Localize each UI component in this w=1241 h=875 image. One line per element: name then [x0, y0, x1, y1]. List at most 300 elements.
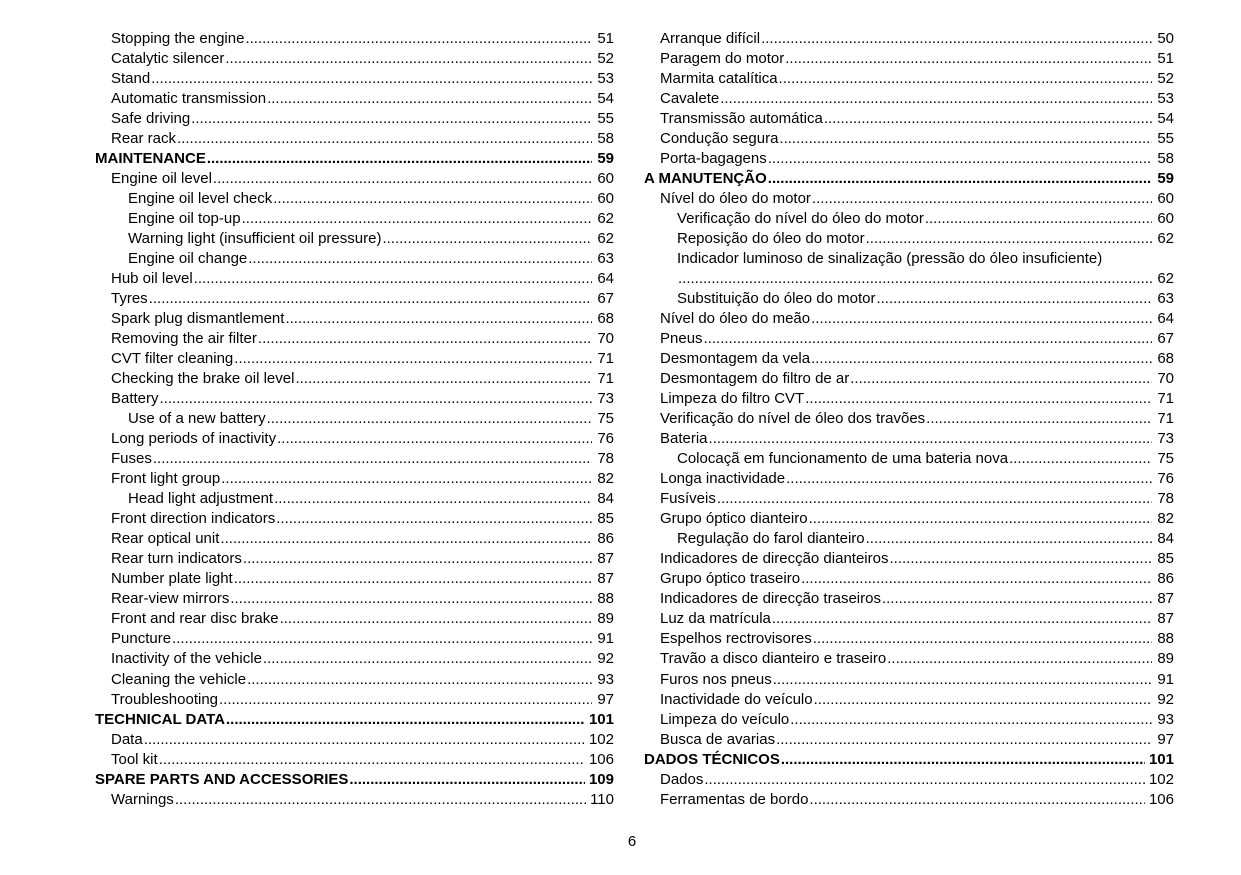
toc-entry-page: 73: [1157, 430, 1174, 448]
toc-entry-data[interactable]: [95, 730, 614, 750]
dot-leader: [149, 289, 592, 309]
toc-entry-title: Rear optical unit: [111, 530, 220, 548]
toc-entry-furos-nos-pneus[interactable]: [644, 670, 1174, 690]
toc-section-dados-tecnicos[interactable]: [644, 750, 1174, 770]
toc-entry-title: Removing the air filter: [111, 330, 257, 348]
toc-entry-head-light-adjustment[interactable]: [95, 489, 614, 509]
dot-leader: [248, 249, 592, 269]
toc-entry-limpeza-do-veiculo[interactable]: [644, 710, 1174, 730]
toc-section-title: TECHNICAL DATA: [95, 710, 225, 728]
toc-entry-page: 53: [597, 70, 614, 88]
dot-leader: [160, 389, 592, 409]
toc-entry-page: 60: [1157, 210, 1174, 228]
toc-entry-page: 52: [597, 50, 614, 68]
toc-entry-title: Busca de avarias: [660, 730, 776, 748]
toc-entry-verificacao-do-nivel-de-oleo-dos-travoes[interactable]: [644, 409, 1174, 429]
toc-entry-page: 63: [1157, 290, 1174, 308]
toc-entry-grupo-optico-traseiro[interactable]: [644, 569, 1174, 589]
dot-leader: [811, 349, 1152, 369]
toc-entry-engine-oil-top-up[interactable]: [95, 209, 614, 229]
toc-entry-tool-kit[interactable]: [95, 750, 614, 770]
toc-entry-page: 59: [1157, 170, 1174, 188]
toc-entry-paragem-do-motor[interactable]: [644, 49, 1174, 69]
toc-entry-busca-de-avarias[interactable]: [644, 730, 1174, 750]
dot-leader: [925, 209, 1152, 229]
toc-entry-title: Warnings: [111, 790, 174, 808]
toc-entry-page: 51: [597, 30, 614, 47]
dot-leader: [772, 609, 1152, 629]
toc-entry-troubleshooting[interactable]: [95, 690, 614, 710]
dot-leader: [219, 690, 592, 710]
toc-entry-transmissao-automatica[interactable]: [644, 109, 1174, 129]
toc-entry-title: Spark plug dismantlement: [111, 310, 285, 328]
toc-entry-page: 86: [1157, 570, 1174, 588]
dot-leader: [717, 489, 1152, 509]
toc-entry-indicador-luminoso-de-sinalizacao-pressao-do-oleo-insuficiente[interactable]: [644, 249, 1174, 269]
toc-section-spare-parts-and-accessories[interactable]: [95, 770, 614, 790]
dot-leader: [225, 49, 592, 69]
toc-entry-page: 85: [1157, 550, 1174, 568]
toc-entry-title: Dados: [660, 770, 704, 788]
toc-entry-title: Desmontagem do filtro de ar: [660, 370, 850, 388]
dot-leader: [889, 549, 1152, 569]
toc-entry-page: 60: [597, 190, 614, 208]
toc-entry-title: Puncture: [111, 630, 172, 648]
toc-entry-page: 102: [588, 730, 614, 748]
toc-entry-page: 53: [1157, 90, 1174, 108]
toc-entry-page: 76: [1157, 470, 1174, 488]
toc-entry-page: 50: [1157, 30, 1174, 47]
toc-entry-hub-oil-level[interactable]: [95, 269, 614, 289]
toc-entry-title: Grupo óptico traseiro: [660, 570, 801, 588]
dot-leader: [926, 409, 1152, 429]
toc-entry-title: Furos nos pneus: [660, 670, 772, 688]
dot-leader: [720, 89, 1152, 109]
dot-leader: [704, 770, 1145, 790]
toc-entry-removing-the-air-filter[interactable]: [95, 329, 614, 349]
toc-entry-page: 86: [597, 530, 614, 548]
toc-entry-stopping-the-engine[interactable]: [95, 29, 614, 49]
dot-leader: [267, 409, 592, 429]
toc-entry-engine-oil-level[interactable]: [95, 169, 614, 189]
toc-entry-page: 101: [1148, 750, 1174, 768]
toc-entry-page: 88: [597, 590, 614, 608]
toc-entry-porta-bagagens[interactable]: [644, 149, 1174, 169]
dot-leader: [159, 750, 585, 770]
page-number: 6: [627, 833, 637, 850]
dot-leader: [709, 429, 1152, 449]
toc-entry-page: 106: [1148, 790, 1174, 808]
toc-entry-espelhos-rectrovisores[interactable]: [644, 629, 1174, 649]
toc-entry-title: Rear turn indicators: [111, 550, 242, 568]
toc-entry-page: 109: [588, 770, 614, 788]
toc-entry-cvt-filter-cleaning[interactable]: [95, 349, 614, 369]
toc-entry-title: Luz da matrícula: [660, 610, 771, 628]
toc-entry-page: 87: [597, 570, 614, 588]
toc-entry-page: 63: [597, 250, 614, 268]
toc-entry-number-plate-light[interactable]: [95, 569, 614, 589]
toc-entry-page: 70: [1157, 370, 1174, 388]
toc-entry-title: Indicador luminoso de sinalização (pressão do óleo insuficiente): [677, 250, 1103, 268]
toc-entry-cleaning-the-vehicle[interactable]: [95, 670, 614, 690]
toc-entry-page: 64: [597, 270, 614, 288]
toc-entry-title: Pneus: [660, 330, 703, 348]
toc-entry-battery[interactable]: [95, 389, 614, 409]
toc-entry-title: Use of a new battery: [128, 410, 266, 428]
toc-entry-title: Number plate light: [111, 570, 233, 588]
toc-entry-indicadores-de-direccao-dianteiros[interactable]: [644, 549, 1174, 569]
toc-entry-title: Reposição do óleo do motor: [677, 230, 865, 248]
toc-entry-title: Stopping the engine: [111, 30, 245, 47]
toc-entry-page: 92: [597, 650, 614, 668]
toc-entry-title: Tool kit: [111, 750, 158, 768]
toc-entry-front-direction-indicators[interactable]: [95, 509, 614, 529]
toc-entry-title: Nível do óleo do motor: [660, 190, 811, 208]
toc-entry-title: Stand: [111, 70, 151, 88]
toc-entry-title: Arranque difícil: [660, 30, 761, 47]
toc-entry-regulacao-do-farol-dianteiro[interactable]: [644, 529, 1174, 549]
toc-entry-page: 62: [597, 210, 614, 228]
dot-leader: [790, 710, 1152, 730]
dot-leader: [263, 649, 592, 669]
dot-leader: [258, 329, 592, 349]
toc-entry-title: Verificação do nível do óleo do motor: [677, 210, 924, 228]
toc-entry-title: Engine oil level: [111, 170, 212, 188]
dot-leader: [876, 289, 1152, 309]
toc-entry-page: 67: [597, 290, 614, 308]
toc-entry-title: Rear-view mirrors: [111, 590, 230, 608]
toc-entry-page: 92: [1157, 690, 1174, 708]
toc-entry-title: Front and rear disc brake: [111, 610, 279, 628]
toc-entry-page: 106: [588, 750, 614, 768]
toc-entry-page: 75: [597, 410, 614, 428]
dot-leader: [191, 109, 592, 129]
toc-entry-cavalete[interactable]: [644, 89, 1174, 109]
toc-entry-inactividade-do-veiculo[interactable]: [644, 690, 1174, 710]
toc-entry-ferramentas-de-bordo[interactable]: [644, 790, 1174, 810]
toc-entry-front-light-group[interactable]: [95, 469, 614, 489]
toc-entry-title: Catalytic silencer: [111, 50, 225, 68]
toc-entry-rear-turn-indicators[interactable]: [95, 549, 614, 569]
toc-entry-page: 71: [597, 370, 614, 388]
toc-entry-page: 97: [1157, 730, 1174, 748]
toc-entry-title: Checking the brake oil level: [111, 370, 295, 388]
toc-entry-page: 68: [1157, 350, 1174, 368]
toc-entry-title: Desmontagem da vela: [660, 350, 811, 368]
dot-leader: [274, 489, 592, 509]
toc-entry-title: Front light group: [111, 470, 221, 488]
toc-entry-title: Automatic transmission: [111, 90, 267, 108]
toc-entry-page: 59: [597, 150, 614, 168]
toc-entry-title: Long periods of inactivity: [111, 430, 277, 448]
dot-leader: [242, 209, 592, 229]
dot-leader: [773, 670, 1152, 690]
toc-entry-page: 54: [1157, 110, 1174, 128]
toc-entry-title: Travão a disco dianteiro e traseiro: [660, 650, 887, 668]
dot-leader: [285, 309, 592, 329]
toc-entry-page: 78: [1157, 490, 1174, 508]
toc-entry-page: 82: [1157, 510, 1174, 528]
toc-entry-page: 60: [1157, 190, 1174, 208]
dot-leader: [768, 169, 1152, 189]
toc-entry-travao-a-disco-dianteiro-e-traseiro[interactable]: [644, 649, 1174, 669]
dot-leader: [172, 629, 592, 649]
toc-entry-title: Limpeza do filtro CVT: [660, 390, 805, 408]
toc-entry-bateria[interactable]: [644, 429, 1174, 449]
toc-entry-page: 78: [597, 450, 614, 468]
dot-leader: [801, 569, 1152, 589]
toc-entry-title: Front direction indicators: [111, 510, 276, 528]
toc-entry-page: 87: [1157, 610, 1174, 628]
toc-entry-catalytic-silencer[interactable]: [95, 49, 614, 69]
dot-leader: [226, 710, 585, 730]
toc-entry-title: Fuses: [111, 450, 152, 468]
toc-entry-colocaca-em-funcionamento-de-uma-bateria-nova[interactable]: [644, 449, 1174, 469]
toc-entry-page: 91: [1157, 670, 1174, 688]
toc-entry-luz-da-matricula[interactable]: [644, 609, 1174, 629]
toc-entry-title: Colocaçã em funcionamento de uma bateria nova: [677, 450, 1009, 468]
toc-entry-page: 73: [597, 390, 614, 408]
toc-entry-tyres[interactable]: [95, 289, 614, 309]
toc-entry-page: 87: [1157, 590, 1174, 608]
toc-entry-substituicao-do-oleo-do-motor[interactable]: [644, 289, 1174, 309]
toc-entry-page: 102: [1148, 770, 1174, 788]
toc-entry-engine-oil-level-check[interactable]: [95, 189, 614, 209]
dot-leader: [295, 369, 592, 389]
toc-entry-verificacao-do-nivel-do-oleo-do-motor[interactable]: [644, 209, 1174, 229]
dot-leader: [785, 49, 1152, 69]
toc-entry-page: 71: [1157, 390, 1174, 408]
toc-entry-rear-rack[interactable]: [95, 129, 614, 149]
toc-entry-title: Troubleshooting: [111, 690, 219, 708]
toc-entry-indicadores-de-direccao-traseiros[interactable]: [644, 589, 1174, 609]
dot-leader: [809, 790, 1145, 810]
toc-entry-page: 71: [1157, 410, 1174, 428]
toc-entry-title: Indicadores de direcção dianteiros: [660, 550, 889, 568]
toc-entry-page: 91: [597, 630, 614, 648]
toc-entry-page: 60: [597, 170, 614, 188]
toc-entry-title: Substituição do óleo do motor: [677, 290, 876, 308]
toc-entry-rear-view-mirrors[interactable]: [95, 589, 614, 609]
toc-entry-inactivity-of-the-vehicle[interactable]: [95, 649, 614, 669]
toc-entry-page: 97: [597, 690, 614, 708]
toc-entry-title: Espelhos rectrovisores: [660, 630, 812, 648]
dot-leader: [882, 589, 1152, 609]
toc-entry-page: 67: [1157, 330, 1174, 348]
toc-section-title: A MANUTENÇÃO: [644, 170, 767, 188]
toc-entry-title: Rear rack: [111, 130, 177, 148]
toc-entry-title: Fusíveis: [660, 490, 716, 508]
dot-leader: [809, 509, 1152, 529]
toc-entry-page: 58: [1157, 150, 1174, 168]
toc-entry-page: 76: [597, 430, 614, 448]
dot-leader: [213, 169, 592, 189]
toc-entry-grupo-optico-dianteiro[interactable]: [644, 509, 1174, 529]
toc-entry-limpeza-do-filtro-cvt[interactable]: [644, 389, 1174, 409]
dot-leader: [221, 469, 592, 489]
dot-leader: [276, 509, 592, 529]
dot-leader: [779, 69, 1152, 89]
toc-entry-title: Tyres: [111, 290, 148, 308]
dot-leader: [273, 189, 592, 209]
toc-entry-spark-plug-dismantlement[interactable]: [95, 309, 614, 329]
toc-entry-page: 110: [590, 790, 614, 808]
dot-leader: [153, 449, 592, 469]
toc-entry-continuation[interactable]: [644, 269, 1174, 289]
toc-entry-warning-light-insufficient-oil-pressure[interactable]: [95, 229, 614, 249]
dot-leader: [824, 109, 1152, 129]
toc-entry-page: 82: [597, 470, 614, 488]
dot-leader: [220, 529, 592, 549]
dot-leader: [175, 790, 586, 810]
toc-entry-page: 93: [1157, 710, 1174, 728]
dot-leader: [812, 189, 1152, 209]
dot-leader: [280, 609, 592, 629]
dot-leader: [814, 690, 1152, 710]
toc-entry-title: Indicadores de direcção traseiros: [660, 590, 881, 608]
toc-entry-page: 85: [597, 510, 614, 528]
toc-entry-page: 52: [1157, 70, 1174, 88]
toc-entry-page: 71: [597, 350, 614, 368]
toc-entry-warnings[interactable]: [95, 790, 614, 810]
dot-leader: [811, 309, 1152, 329]
toc-section-a-manutencao[interactable]: [644, 169, 1174, 189]
toc-entry-desmontagem-da-vela[interactable]: [644, 349, 1174, 369]
toc-entry-safe-driving[interactable]: [95, 109, 614, 129]
dot-leader: [243, 549, 592, 569]
toc-entry-page: 62: [597, 230, 614, 248]
toc-entry-conducao-segura[interactable]: [644, 129, 1174, 149]
dot-leader: [234, 349, 592, 369]
toc-entry-title: Engine oil top-up: [128, 210, 241, 228]
toc-entry-nivel-do-oleo-do-motor[interactable]: [644, 189, 1174, 209]
dot-leader: [247, 670, 592, 690]
toc-entry-page: 93: [597, 670, 614, 688]
toc-entry-page: 51: [1157, 50, 1174, 68]
toc-entry-page: 75: [1157, 450, 1174, 468]
toc-section-maintenance[interactable]: [95, 149, 614, 169]
dot-leader: [887, 649, 1152, 669]
dot-leader: [805, 389, 1152, 409]
toc-entry-longa-inactividade[interactable]: [644, 469, 1174, 489]
dot-leader: [144, 730, 585, 750]
toc-entry-page: 84: [597, 490, 614, 508]
dot-leader: [207, 149, 592, 169]
toc-section-title: MAINTENANCE: [95, 150, 206, 168]
toc-entry-title: Inactividade do veículo: [660, 690, 813, 708]
dot-leader: [781, 750, 1145, 770]
dot-leader: [177, 129, 592, 149]
toc-entry-page: 70: [597, 330, 614, 348]
toc-entry-title: Head light adjustment: [128, 490, 274, 508]
toc-entry-page: 84: [1157, 530, 1174, 548]
toc-entry-title: Limpeza do veículo: [660, 710, 790, 728]
dot-leader: [230, 589, 592, 609]
toc-entry-use-of-a-new-battery[interactable]: [95, 409, 614, 429]
toc-entry-puncture[interactable]: [95, 629, 614, 649]
toc-entry-arranque-dificil[interactable]: [644, 29, 1174, 49]
toc-entry-title: Inactivity of the vehicle: [111, 650, 262, 668]
dot-leader: [267, 89, 592, 109]
toc-entry-title: Cleaning the vehicle: [111, 670, 247, 688]
dot-leader: [866, 229, 1152, 249]
toc-entry-title: Engine oil change: [128, 250, 248, 268]
toc-entry-stand[interactable]: [95, 69, 614, 89]
toc-entry-page: 88: [1157, 630, 1174, 648]
toc-entry-page: 64: [1157, 310, 1174, 328]
toc-entry-title: CVT filter cleaning: [111, 350, 234, 368]
toc-column-english: [95, 29, 614, 810]
dot-leader: [850, 369, 1152, 389]
toc-entry-checking-the-brake-oil-level[interactable]: [95, 369, 614, 389]
toc-entry-fusiveis[interactable]: [644, 489, 1174, 509]
toc-entry-page: 54: [597, 90, 614, 108]
toc-section-title: SPARE PARTS AND ACCESSORIES: [95, 770, 349, 788]
toc-entry-automatic-transmission[interactable]: [95, 89, 614, 109]
toc-entry-page: 101: [588, 710, 614, 728]
dot-leader: [786, 469, 1152, 489]
toc-entry-title: Safe driving: [111, 110, 191, 128]
dot-leader: [349, 770, 585, 790]
toc-entry-nivel-do-oleo-do-meao[interactable]: [644, 309, 1174, 329]
toc-entry-page: 68: [597, 310, 614, 328]
dot-leader: [382, 229, 592, 249]
toc-entry-page: 87: [597, 550, 614, 568]
toc-entry-title: Battery: [111, 390, 159, 408]
toc-entry-title: Condução segura: [660, 130, 779, 148]
toc-entry-marmita-catalitica[interactable]: [644, 69, 1174, 89]
dot-leader: [704, 329, 1152, 349]
dot-leader: [779, 129, 1152, 149]
toc-entry-page: 55: [597, 110, 614, 128]
toc-entry-title: Hub oil level: [111, 270, 193, 288]
toc-entry-title: Longa inactividade: [660, 470, 786, 488]
toc-entry-page: 89: [1157, 650, 1174, 668]
toc-entry-long-periods-of-inactivity[interactable]: [95, 429, 614, 449]
toc-entry-pneus[interactable]: [644, 329, 1174, 349]
toc-section-technical-data[interactable]: [95, 710, 614, 730]
toc-entry-title: Verificação do nível de óleo dos travões: [660, 410, 926, 428]
toc-column-portuguese: [644, 29, 1174, 810]
dot-leader: [813, 629, 1152, 649]
dot-leader: [678, 269, 1152, 289]
toc-entry-title: Paragem do motor: [660, 50, 785, 68]
dot-leader: [245, 29, 592, 49]
toc-entry-title: Porta-bagagens: [660, 150, 767, 168]
toc-entry-page: 55: [1157, 130, 1174, 148]
toc-entry-title: Warning light (insufficient oil pressure): [128, 230, 382, 248]
dot-leader: [776, 730, 1152, 750]
toc-entry-front-and-rear-disc-brake[interactable]: [95, 609, 614, 629]
toc-entry-page: 62: [1157, 270, 1174, 288]
toc-entry-dados[interactable]: [644, 770, 1174, 790]
toc-entry-engine-oil-change[interactable]: [95, 249, 614, 269]
dot-leader: [761, 29, 1152, 49]
toc-entry-title: Marmita catalítica: [660, 70, 778, 88]
dot-leader: [1009, 449, 1152, 469]
dot-leader: [151, 69, 592, 89]
toc-entry-page: 89: [597, 610, 614, 628]
toc-entry-fuses[interactable]: [95, 449, 614, 469]
toc-entry-title: Cavalete: [660, 90, 720, 108]
toc-entry-reposicao-do-oleo-do-motor[interactable]: [644, 229, 1174, 249]
toc-entry-title: Data: [111, 730, 143, 748]
dot-leader: [194, 269, 592, 289]
toc-entry-title: Grupo óptico dianteiro: [660, 510, 808, 528]
toc-entry-rear-optical-unit[interactable]: [95, 529, 614, 549]
toc-entry-desmontagem-do-filtro-de-ar[interactable]: [644, 369, 1174, 389]
toc-entry-title: Ferramentas de bordo: [660, 790, 809, 808]
